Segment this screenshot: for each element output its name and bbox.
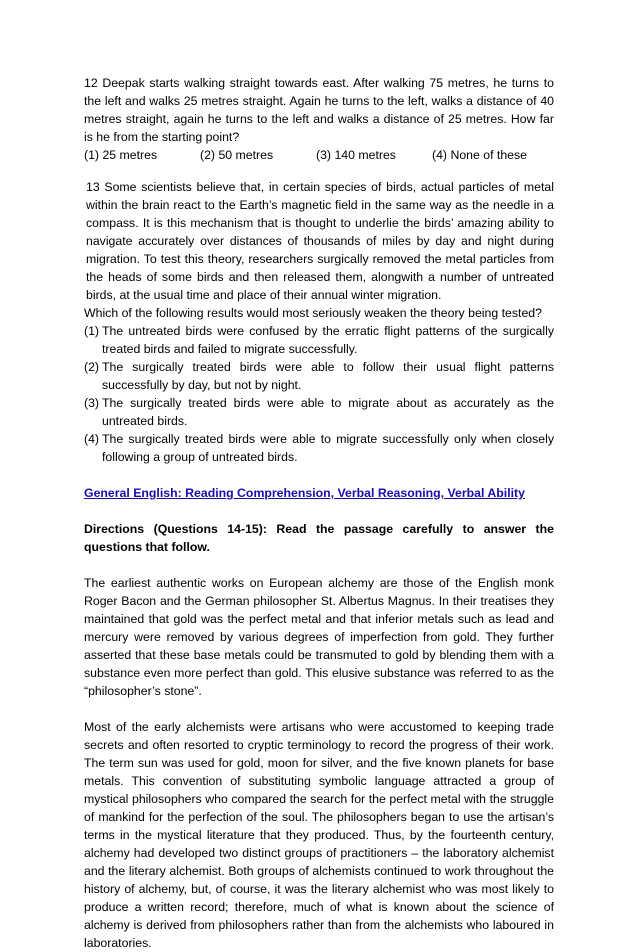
- question-13-choice-4: [84, 430, 554, 466]
- question-12-text: 12 Deepak starts walking straight towards east. After walking 75 metres, he turns to the left and walks 25 metres straight. Again he turns to the left, walks a distance of 40 metres straight, again he turns to the left and walks a distance of 25 metres. How far is he from the starting point?: [84, 76, 554, 144]
- passage-paragraph-1: The earliest authentic works on European alchemy are those of the English monk Roger Bacon and the German philosopher St. Albertus Magnus. In their treatises they maintained that gold was the perfect metal and that inferior metals such as lead and mercury were removed by various degrees of imperfection from gold. They further asserted that these base metals could be transmuted to gold by blending them with a substance even more perfect than gold. This elusive substance was referred to as the “philosopher’s stone”.: [84, 576, 554, 698]
- question-13-choice-1: [84, 322, 554, 358]
- question-12: [84, 74, 554, 164]
- directions-text: Directions (Questions 14-15): Read the passage carefully to answer the questions that follow.: [84, 522, 554, 554]
- question-13-prompt: Which of the following results would most seriously weaken the theory being tested?: [84, 306, 542, 320]
- choice-number: (3): [84, 396, 100, 410]
- choice-text: The surgically treated birds were able to follow their usual flight patterns successfully by day, but not by night.: [102, 360, 554, 392]
- question-12-option-3: (3) 140 metres: [316, 148, 396, 162]
- question-12-option-2: (2) 50 metres: [200, 148, 274, 162]
- choice-text: The untreated birds were confused by the erratic flight patterns of the surgically treated birds and failed to migrate successfully.: [102, 324, 554, 356]
- question-12-option-4: (4) None of these: [432, 148, 528, 162]
- choice-text: The surgically treated birds were able to migrate about as accurately as the untreated birds.: [102, 396, 554, 428]
- choice-number: (1): [84, 324, 100, 338]
- choice-number: (4): [84, 432, 100, 446]
- section-heading-link[interactable]: General English: Reading Comprehension, Verbal Reasoning, Verbal Ability: [84, 486, 525, 500]
- question-13-choice-3: [84, 394, 554, 430]
- question-12-options: [84, 146, 554, 164]
- question-13: [84, 178, 554, 466]
- passage-paragraph-2: Most of the early alchemists were artisans who were accustomed to keeping trade secrets and often resorted to cryptic terminology to record the progress of their work. The term sun was used for gold, moon for silver, and the five known planets for base metals. This convention of substituting symbolic language attracted a group of mystical philosophers who compared the search for the perfect metal with the struggle of mankind for the perfection of the soul. The philosophers began to use the artisan’s terms in the mystical literature that they produced. Thus, by the fourteenth century, alchemy had developed two distinct groups of practitioners – the laboratory alchemist and the literary alchemist. Both groups of alchemists continued to work throughout the history of alchemy, but, of course, it was the literary alchemist who was most likely to produce a written record; therefore, much of what is known about the science of alchemy is derived from philosophers rather than from the alchemists who laboured in laboratories.: [84, 720, 554, 950]
- choice-text: The surgically treated birds were able to migrate successfully only when closely following a group of untreated birds.: [102, 432, 554, 464]
- choice-number: (2): [84, 360, 100, 374]
- question-13-choice-2: [84, 358, 554, 394]
- question-13-text: 13 Some scientists believe that, in certain species of birds, actual particles of metal within the brain react to the Earth’s magnetic field in the same way as the needle in a compass. It is this mechanism that is thought to underlie the birds’ amazing ability to navigate accurately over distances of thousands of miles by day and night during migration. To test this theory, researchers surgically removed the metal particles from the heads of some birds and then released them, alongwith a number of untreated birds, at the usual time and place of their annual winter migration.: [86, 180, 554, 302]
- document-page: [84, 74, 554, 952]
- question-12-option-1: (1) 25 metres: [84, 148, 158, 162]
